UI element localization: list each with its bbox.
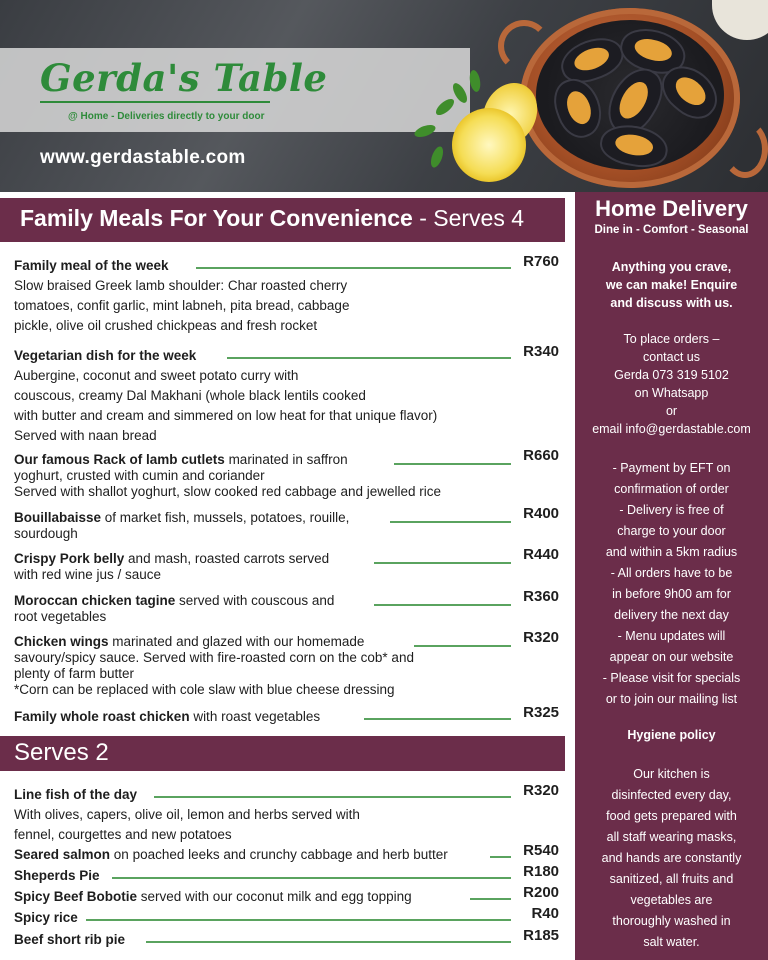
sidebar-line: we can make! Enquire [605,278,738,292]
menu-item [14,884,559,907]
sidebar-line: - All orders have to be [610,566,733,580]
item-name-continued: served with couscous and [175,593,335,608]
leader-line [394,463,511,465]
item-name: Sheperds Pie [14,868,100,883]
order-contact-text [579,330,764,438]
sidebar-line: and within a 5km radius [605,545,738,559]
leader-line [374,604,511,606]
section-banner-serves-2 [0,736,565,771]
menu-item [14,782,559,845]
crave-text [579,258,764,312]
sidebar-line: or to join our mailing list [605,692,738,706]
sidebar-line: disinfected every day, [611,788,732,802]
item-name: Spicy rice [14,910,78,925]
delivery-sidebar [575,192,768,960]
website-link[interactable]: www.gerdastable.com [40,147,246,168]
sidebar-line: - Menu updates will [617,629,726,643]
item-name-continued: of market fish, mussels, potatoes, rouille, [101,510,350,525]
sidebar-line: Our kitchen is [633,767,710,781]
item-description: savoury/spicy sauce. Served with fire-roasted corn on the cob* and [14,650,414,665]
leader-line [196,267,511,269]
menu-item [14,505,559,542]
item-name: Seared salmon [14,847,111,862]
hygiene-policy-text [579,764,764,953]
sidebar-line: on Whatsapp [634,386,709,400]
leader-line [364,718,511,720]
sidebar-line: salt water. [643,935,700,949]
item-name-continued: with roast vegetables [189,709,321,724]
sidebar-line: charge to your door [617,524,726,538]
item-price: R660 [523,447,559,464]
section-banner-serves-4 [0,198,565,242]
item-description: couscous, creamy Dal Makhani (whole black lentils cooked [14,388,366,403]
sidebar-line: or [665,404,678,418]
sidebar-title: Home Delivery [595,196,748,221]
menu-item [14,343,559,446]
leader-line [414,645,511,647]
item-name-continued: marinated and glazed with our homemade [108,634,365,649]
sidebar-line: all staff wearing masks, [606,830,737,844]
item-price: R400 [523,505,559,522]
item-name: Line fish of the day [14,787,138,802]
item-name-continued: served with our coconut milk and egg topping [137,889,412,904]
item-name-continued: on poached leeks and crunchy cabbage and herb butter [110,847,448,862]
sidebar-line: in before 9h00 am for [612,587,731,601]
item-name: Beef short rib pie [14,932,126,947]
sidebar-line: contact us [643,350,700,364]
sidebar-line: confirmation of order [614,482,729,496]
menu-item [14,905,559,928]
item-name: Our famous Rack of lamb cutlets [14,452,225,467]
leader-line [390,521,511,523]
menu-item [14,704,559,727]
section-title: Family Meals For Your Convenience [20,205,413,231]
section-title: Serves 2 [14,739,109,766]
menu-item [14,253,559,336]
item-price: R200 [523,884,559,901]
item-description: yoghurt, crusted with cumin and coriander [14,468,265,483]
email-link[interactable]: email info@gerdastable.com [592,422,751,436]
leader-line [86,919,511,921]
item-description: Served with naan bread [14,428,157,443]
menu-item [14,546,559,583]
item-name: Bouillabaisse [14,510,102,525]
leader-line [112,877,511,879]
hygiene-title: Hygiene policy [627,728,716,742]
leader-line [490,856,511,858]
menu-item [14,863,559,886]
sidebar-line: and hands are constantly [601,851,742,865]
header-banner [0,0,768,192]
tagline: @ Home - Deliveries directly to your door [68,111,265,122]
sidebar-line: appear on our website [609,650,734,664]
item-description: *Corn can be replaced with cole slaw with blue cheese dressing [14,682,395,697]
herb-decoration [468,69,482,92]
sidebar-line: food gets prepared with [606,809,737,823]
item-name: Moroccan chicken tagine [14,593,176,608]
sidebar-line: Anything you crave, [611,260,732,274]
item-name: Family meal of the week [14,258,169,273]
sidebar-line: - Delivery is free of [619,503,724,517]
leader-line [470,898,511,900]
item-description: Slow braised Greek lamb shoulder: Char roasted cherry [14,278,348,293]
sidebar-line: delivery the next day [614,608,729,622]
sidebar-line: vegetables are [630,893,713,907]
item-description: with butter and cream and simmered on low heat for that unique flavor) [14,408,438,423]
side-bowl-image [712,0,768,40]
sidebar-line: - Payment by EFT on [612,461,731,475]
leader-line [146,941,511,943]
item-description: fennel, courgettes and new potatoes [14,827,232,842]
item-description: With olives, capers, olive oil, lemon and herbs served with [14,807,360,822]
item-description: sourdough [14,526,78,541]
lemon-slice-image [452,108,526,182]
item-description: root vegetables [14,609,107,624]
item-description: Aubergine, coconut and sweet potato curry with [14,368,299,383]
item-price: R360 [523,588,559,605]
logo: Gerda's Table [40,56,328,100]
item-name: Family whole roast chicken [14,709,190,724]
item-description: tomatoes, confit garlic, mint labneh, pita bread, cabbage [14,298,350,313]
sidebar-line: thoroughly washed in [612,914,731,928]
menu-item [14,927,559,950]
item-name: Vegetarian dish for the week [14,348,197,363]
sidebar-subtitle: Dine in - Comfort - Seasonal [594,224,749,236]
menu-item [14,842,559,865]
item-name-continued: and mash, roasted carrots served [124,551,330,566]
herb-decoration [429,145,446,169]
item-name-continued: marinated in saffron [224,452,348,467]
item-price: R320 [523,782,559,799]
item-price: R760 [523,253,559,270]
item-price: R185 [523,927,559,944]
item-price: R325 [523,704,559,721]
leader-line [374,562,511,564]
leader-line [227,357,511,359]
item-price: R40 [531,905,559,922]
menu-item [14,447,559,500]
item-description: Served with shallot yoghurt, slow cooked red cabbage and jewelled rice [14,484,441,499]
item-name: Crispy Pork belly [14,551,125,566]
leader-line [154,796,511,798]
item-name: Spicy Beef Bobotie [14,889,138,904]
item-description: pickle, olive oil crushed chickpeas and fresh rocket [14,318,318,333]
phone-number[interactable]: Gerda 073 319 5102 [614,368,729,382]
item-price: R180 [523,863,559,880]
sidebar-line: - Please visit for specials [602,671,741,685]
menu-item [14,588,559,625]
item-name: Chicken wings [14,634,109,649]
sidebar-line: and discuss with us. [610,296,733,310]
item-price: R440 [523,546,559,563]
item-description: plenty of farm butter [14,666,135,681]
item-price: R340 [523,343,559,360]
menu-item [14,629,559,698]
sidebar-line: sanitized, all fruits and [609,872,734,886]
sidebar-line: To place orders – [623,332,720,346]
section-subtitle: - Serves 4 [419,205,525,231]
item-price: R320 [523,629,559,646]
logo-underline [40,101,270,103]
delivery-notes [579,458,764,710]
item-price: R540 [523,842,559,859]
item-description: with red wine jus / sauce [14,567,162,582]
